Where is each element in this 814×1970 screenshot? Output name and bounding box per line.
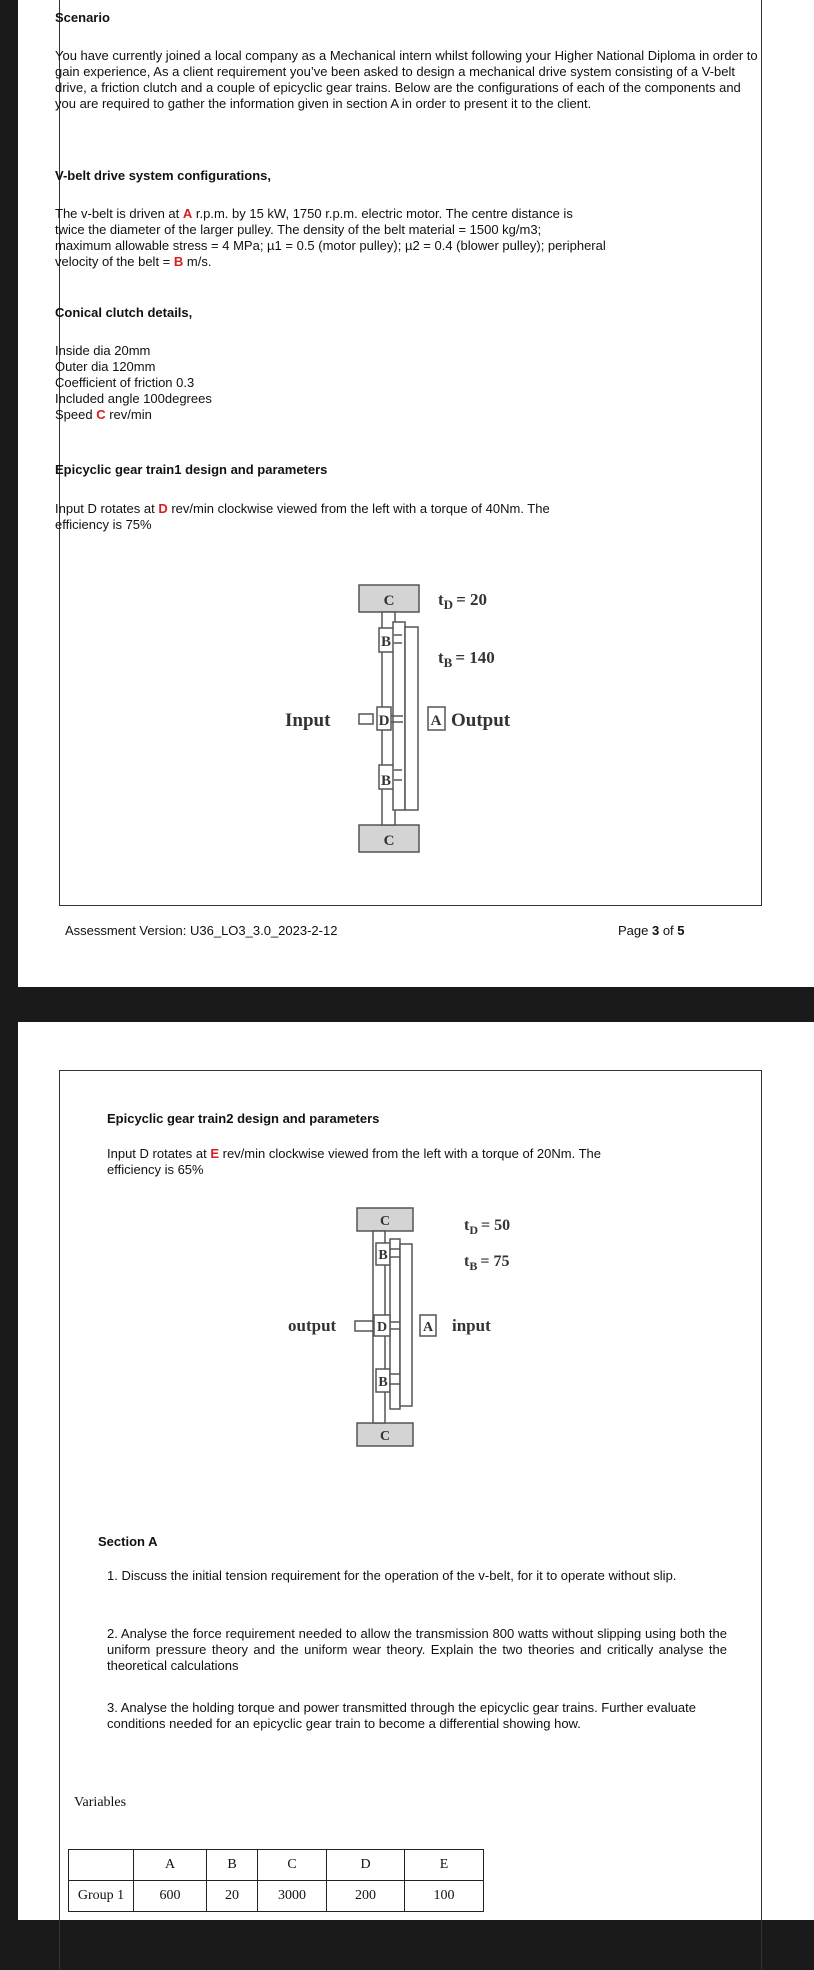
label-c-top: C bbox=[383, 593, 395, 609]
assessment-version: Assessment Version: U36_LO3_3.0_2023-2-12 bbox=[65, 923, 338, 938]
variable-d: D bbox=[158, 501, 168, 516]
table-header-cell: D bbox=[327, 1850, 405, 1881]
variable-b: B bbox=[173, 254, 184, 269]
tooth-count-d: = 50 bbox=[481, 1217, 511, 1234]
document-page-3 bbox=[18, 0, 814, 987]
epicyclic-gear-diagram-1 bbox=[18, 0, 814, 860]
output-label: Output bbox=[451, 710, 511, 731]
question-3: 3. Analyse the holding torque and power transmitted through the epicyclic gear trains. Further evaluate conditions needed for an epicyclic gear train to become a differential showing how. bbox=[107, 1700, 696, 1731]
label-b-bottom: B bbox=[380, 773, 392, 789]
table-header-cell: B bbox=[207, 1850, 258, 1881]
tooth-count-d: = 20 bbox=[456, 590, 487, 609]
label-b-bottom: B bbox=[378, 1375, 388, 1390]
label-b-top: B bbox=[380, 634, 392, 650]
table-header-cell bbox=[69, 1850, 134, 1881]
gear2-heading: Epicyclic gear train2 design and parameters bbox=[107, 1111, 380, 1126]
section-a-heading: Section A bbox=[98, 1534, 158, 1549]
table-header-cell: A bbox=[134, 1850, 207, 1881]
svg-text:tB= 140: $t_B = 140$ bbox=[438, 648, 495, 670]
question-1: 1. Discuss the initial tension requirement for the operation of the v-belt, for it to operate without slip. bbox=[107, 1568, 677, 1583]
question-2: 2. Analyse the force requirement needed to allow the transmission 800 watts without slipping using both the uniform pressure theory and the uniform wear theory. Explain the two theories and critically analyse the theoretical calculations bbox=[107, 1626, 727, 1673]
epicyclic-gear-diagram-2 bbox=[18, 1022, 814, 1482]
tooth-count-b: = 75 bbox=[480, 1253, 510, 1270]
clutch-details: Inside dia 20mm Outer dia 120mm Coefficient of friction 0.3 Included angle 100degrees Speed C rev/min bbox=[55, 343, 212, 422]
label-a: A bbox=[422, 1320, 434, 1335]
input-label: Input bbox=[285, 710, 331, 731]
table-cell: 100 bbox=[405, 1881, 484, 1912]
table-header-cell: E bbox=[405, 1850, 484, 1881]
table-row-label: Group 1 bbox=[69, 1881, 134, 1912]
scenario-paragraph: You have currently joined a local company as a Mechanical intern whilst following your Higher National Diploma in order to gain experience, As a client requirement you’ve been asked to design a mechanical drive system consisting of a V-belt drive, a friction clutch and a couple of epicyclic gear trains. Below are the configurations of each of the components and you are required to gather the information given in section A in order to present it to the client. bbox=[55, 48, 758, 111]
label-c-bottom: C bbox=[383, 833, 395, 849]
svg-text:tD= 20: $t_D = 20$ bbox=[438, 590, 487, 612]
clutch-heading: Conical clutch details, bbox=[55, 305, 193, 320]
svg-text:tB= 75: $t_B = 75$ bbox=[464, 1253, 510, 1273]
carrier-output-plate bbox=[405, 627, 418, 810]
label-c-bottom: C bbox=[379, 1429, 391, 1444]
output-label: output bbox=[288, 1316, 337, 1335]
page-number: Page 3 of 5 bbox=[618, 923, 685, 938]
vbelt-heading: V-belt drive system configurations, bbox=[55, 168, 271, 183]
variable-a: A bbox=[182, 206, 193, 221]
label-c-top: C bbox=[379, 1214, 391, 1229]
table-header-cell: C bbox=[258, 1850, 327, 1881]
table-cell: 600 bbox=[134, 1881, 207, 1912]
table-row bbox=[69, 1881, 484, 1912]
input-shaft bbox=[359, 714, 373, 724]
input-label: input bbox=[452, 1316, 491, 1335]
output-shaft bbox=[355, 1321, 373, 1331]
table-cell: 3000 bbox=[258, 1881, 327, 1912]
document-page-4 bbox=[18, 1022, 814, 1920]
table-cell: 200 bbox=[327, 1881, 405, 1912]
vbelt-paragraph: The v-belt is driven at A r.p.m. by 15 kW, 1750 r.p.m. electric motor. The centre distance is twice the diameter of the larger pulley. The density of the belt material = 1500 kg/m3; maximum allowable stress = 4 MPa; µ1 = 0.5 (motor pulley); µ2 = 0.4 (blower pulley); peripheral velocity of the belt = B m/s. bbox=[55, 206, 606, 269]
table-cell: 20 bbox=[207, 1881, 258, 1912]
label-a: A bbox=[430, 713, 442, 729]
carrier-plate bbox=[400, 1244, 412, 1406]
variable-e: E bbox=[210, 1146, 220, 1161]
variables-table bbox=[68, 1849, 484, 1912]
gear1-heading: Epicyclic gear train1 design and parameters bbox=[55, 462, 328, 477]
scenario-heading: Scenario bbox=[55, 10, 110, 25]
gear2-paragraph: Input D rotates at E rev/min clockwise viewed from the left with a torque of 20Nm. The efficiency is 65% bbox=[107, 1146, 601, 1177]
tooth-count-b: = 140 bbox=[455, 648, 495, 667]
label-d: D bbox=[378, 713, 390, 729]
table-header-row bbox=[69, 1850, 484, 1881]
svg-text:tD= 50: $t_D = 50$ bbox=[464, 1217, 511, 1237]
variable-c: C bbox=[96, 407, 106, 422]
variables-label: Variables bbox=[74, 1795, 127, 1810]
label-d: D bbox=[376, 1320, 388, 1335]
label-b-top: B bbox=[378, 1248, 388, 1263]
gear1-paragraph: Input D rotates at D rev/min clockwise viewed from the left with a torque of 40Nm. The efficiency is 75% bbox=[55, 501, 550, 532]
